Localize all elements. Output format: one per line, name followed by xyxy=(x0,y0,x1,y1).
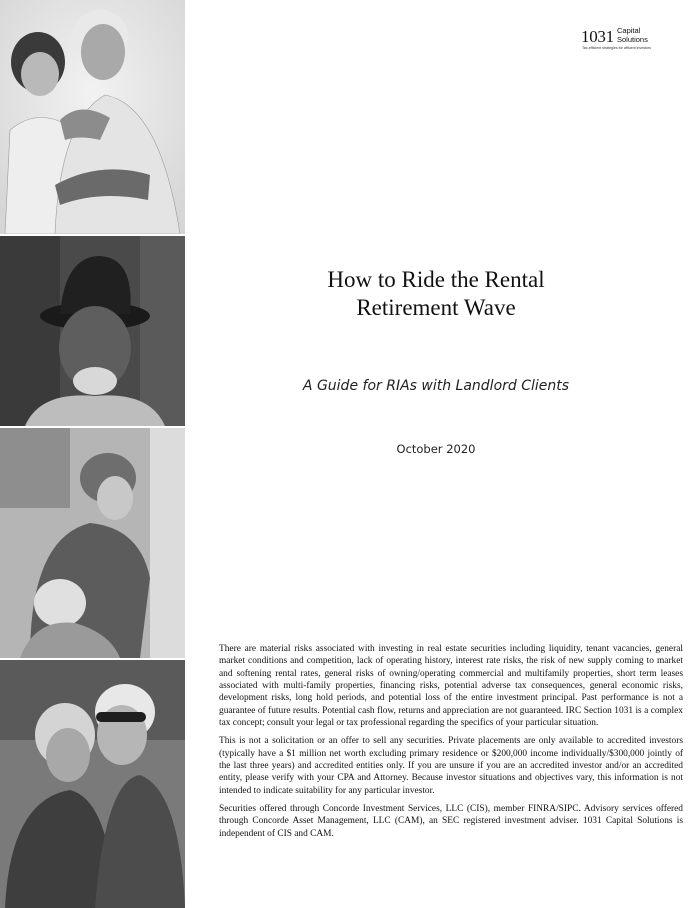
logo-name-line1: Capital xyxy=(617,26,641,35)
document-date: October 2020 xyxy=(396,442,476,456)
logo-number: 1031 xyxy=(581,27,614,46)
disclaimer-securities: Securities offered through Concorde Investment Services, LLC (CIS), member FINRA/SIPC. Advisory services offered through Concorde Asset Management, LLC (CAM), an SEC registered investment adviser. 1031 Capital Solutions is independent of CIS and CAM. xyxy=(219,804,683,839)
title-line1: How to Ride the Rental xyxy=(327,267,545,292)
photo-senior-couple-smiling xyxy=(0,0,185,234)
document-title xyxy=(250,266,622,322)
photo-man-with-hat xyxy=(0,236,185,426)
title-line2: Retirement Wave xyxy=(356,295,516,320)
document-subtitle: A Guide for RIAs with Landlord Clients xyxy=(302,378,570,394)
disclaimer-accredited: This is not a solicitation or an offer to sell any securities. Private placements are only available to accredited investors (typically have a $1 million net worth excluding primary residence or $200,000 income individually/$300,000 jointly of the last three years) and accredited entities only. If you are unsure if you are an accredited investor and/or an accredited entity, please verify with your CPA and Attorney. Because investor situations and objectives vary, this information is not intended to indicate suitability for any particular investor. xyxy=(219,736,683,796)
photo-strip xyxy=(0,0,185,908)
logo-name-line2: Solutions xyxy=(617,34,648,44)
disclaimer-risks: There are material risks associated with investing in real estate securities including liquidity, tenant vacancies, general market conditions and competition, lack of operating history, interest rate risks, the risk of new supply coming to market and softening rental rates, general risks of owning/operating commercial and multifamily properties, short term leases associated with multi-family properties, financing risks, potential adverse tax consequences, general economic risks, development risks, long hold periods, and potential loss of the entire investment principal. Past performance is not a guarantee of future results. Potential cash flow, returns and appreciation are not guaranteed. IRC Section 1031 is a complex tax concept; consult your legal or tax professional regarding the specifics of your particular situation. xyxy=(219,644,683,729)
logo-tagline: Tax-efficient strategies for affluent investors xyxy=(582,46,651,50)
company-logo xyxy=(581,27,681,53)
logo-name xyxy=(617,27,677,44)
disclaimer-block xyxy=(219,643,683,846)
photo-embracing-senior-couple xyxy=(0,660,185,908)
photo-grandmother-with-child xyxy=(0,428,185,658)
